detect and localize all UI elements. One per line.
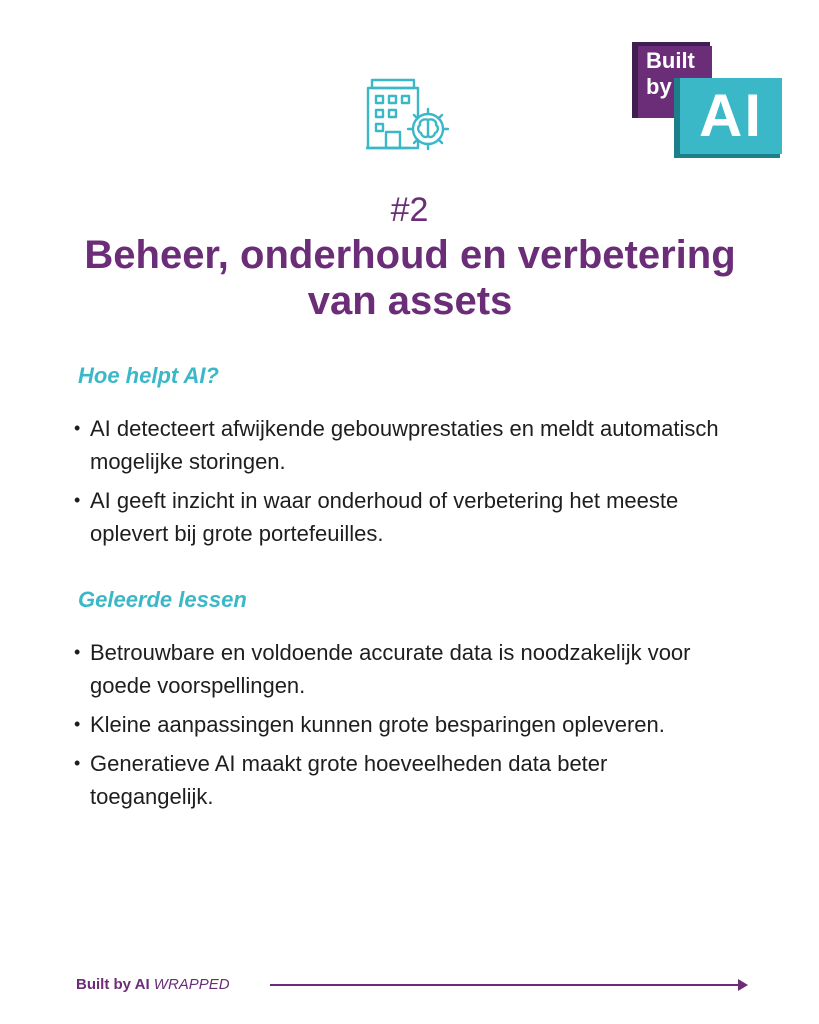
building-brain-gear-icon [366, 78, 452, 154]
footer [76, 973, 746, 997]
footer-brand-name: Built by AI [76, 976, 150, 993]
list-item: • Kleine aanpassingen kunnen grote besparingen opleveren. [74, 708, 724, 741]
page-title: Beheer, onderhoud en verbetering van assets [84, 233, 736, 323]
footer-brand [76, 973, 230, 997]
section-heading-lessons-learned: Geleerde lessen [78, 587, 247, 612]
built-by-ai-logo [632, 42, 784, 158]
arrow-right-icon [738, 979, 748, 991]
logo-line-built: Built [646, 48, 695, 73]
footer-brand-tag: WRAPPED [153, 976, 230, 993]
section-number: #2 [390, 191, 429, 229]
arrow-line [270, 984, 745, 986]
logo-mark-ai: AI [680, 78, 782, 154]
list-item: • AI detecteert afwijkende gebouwprestaties en meldt automatisch mogelijke storingen. [74, 412, 724, 478]
list-item: • Betrouwbare en voldoende accurate data is noodzakelijk voor goede voorspellingen. [74, 636, 724, 702]
list-item: • AI geeft inzicht in waar onderhoud of verbetering het meeste oplevert bij grote portefeuilles. [74, 484, 724, 550]
section-heading-how-ai-helps: Hoe helpt AI? [78, 363, 219, 388]
logo-line-by: by [646, 74, 672, 99]
list-item: • Generatieve AI maakt grote hoeveelheden data beter toegangelijk. [74, 747, 724, 813]
lessons-learned-list [74, 636, 724, 819]
how-ai-helps-list [74, 412, 724, 556]
